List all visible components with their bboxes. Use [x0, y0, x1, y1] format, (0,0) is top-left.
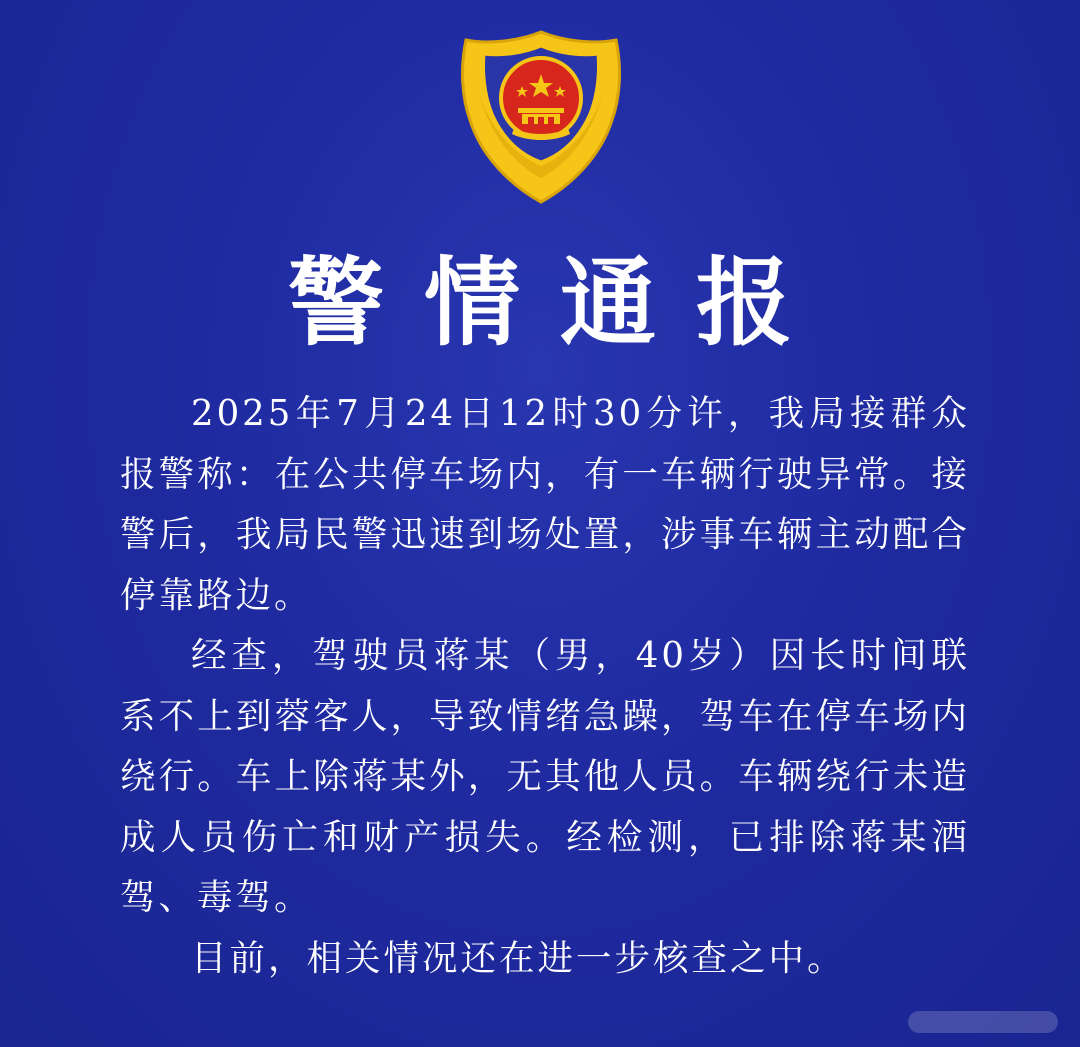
notice-paragraph-2: 经查，驾驶员蒋某（男，40岁）因长时间联系不上到蓉客人，导致情绪急躁，驾车在停车场内绕行。车上除蒋某外，无其他人员。车辆绕行未造成人员伤亡和财产损失。经检测，已排除蒋某酒驾、毒驾。: [120, 635, 970, 918]
notice-body: [120, 384, 970, 989]
watermark: [908, 1011, 1058, 1033]
notice-paragraph-3: 目前，相关情况还在进一步核查之中。: [191, 937, 846, 979]
notice-paragraph-1: 2025年7月24日12时30分许，我局接群众报警称：在公共停车场内，有一车辆行驶异常。接警后，我局民警迅速到场处置，涉事车辆主动配合停靠路边。: [120, 393, 970, 616]
notice-title: 警情通报: [288, 247, 832, 359]
police-emblem-icon: [456, 28, 626, 206]
